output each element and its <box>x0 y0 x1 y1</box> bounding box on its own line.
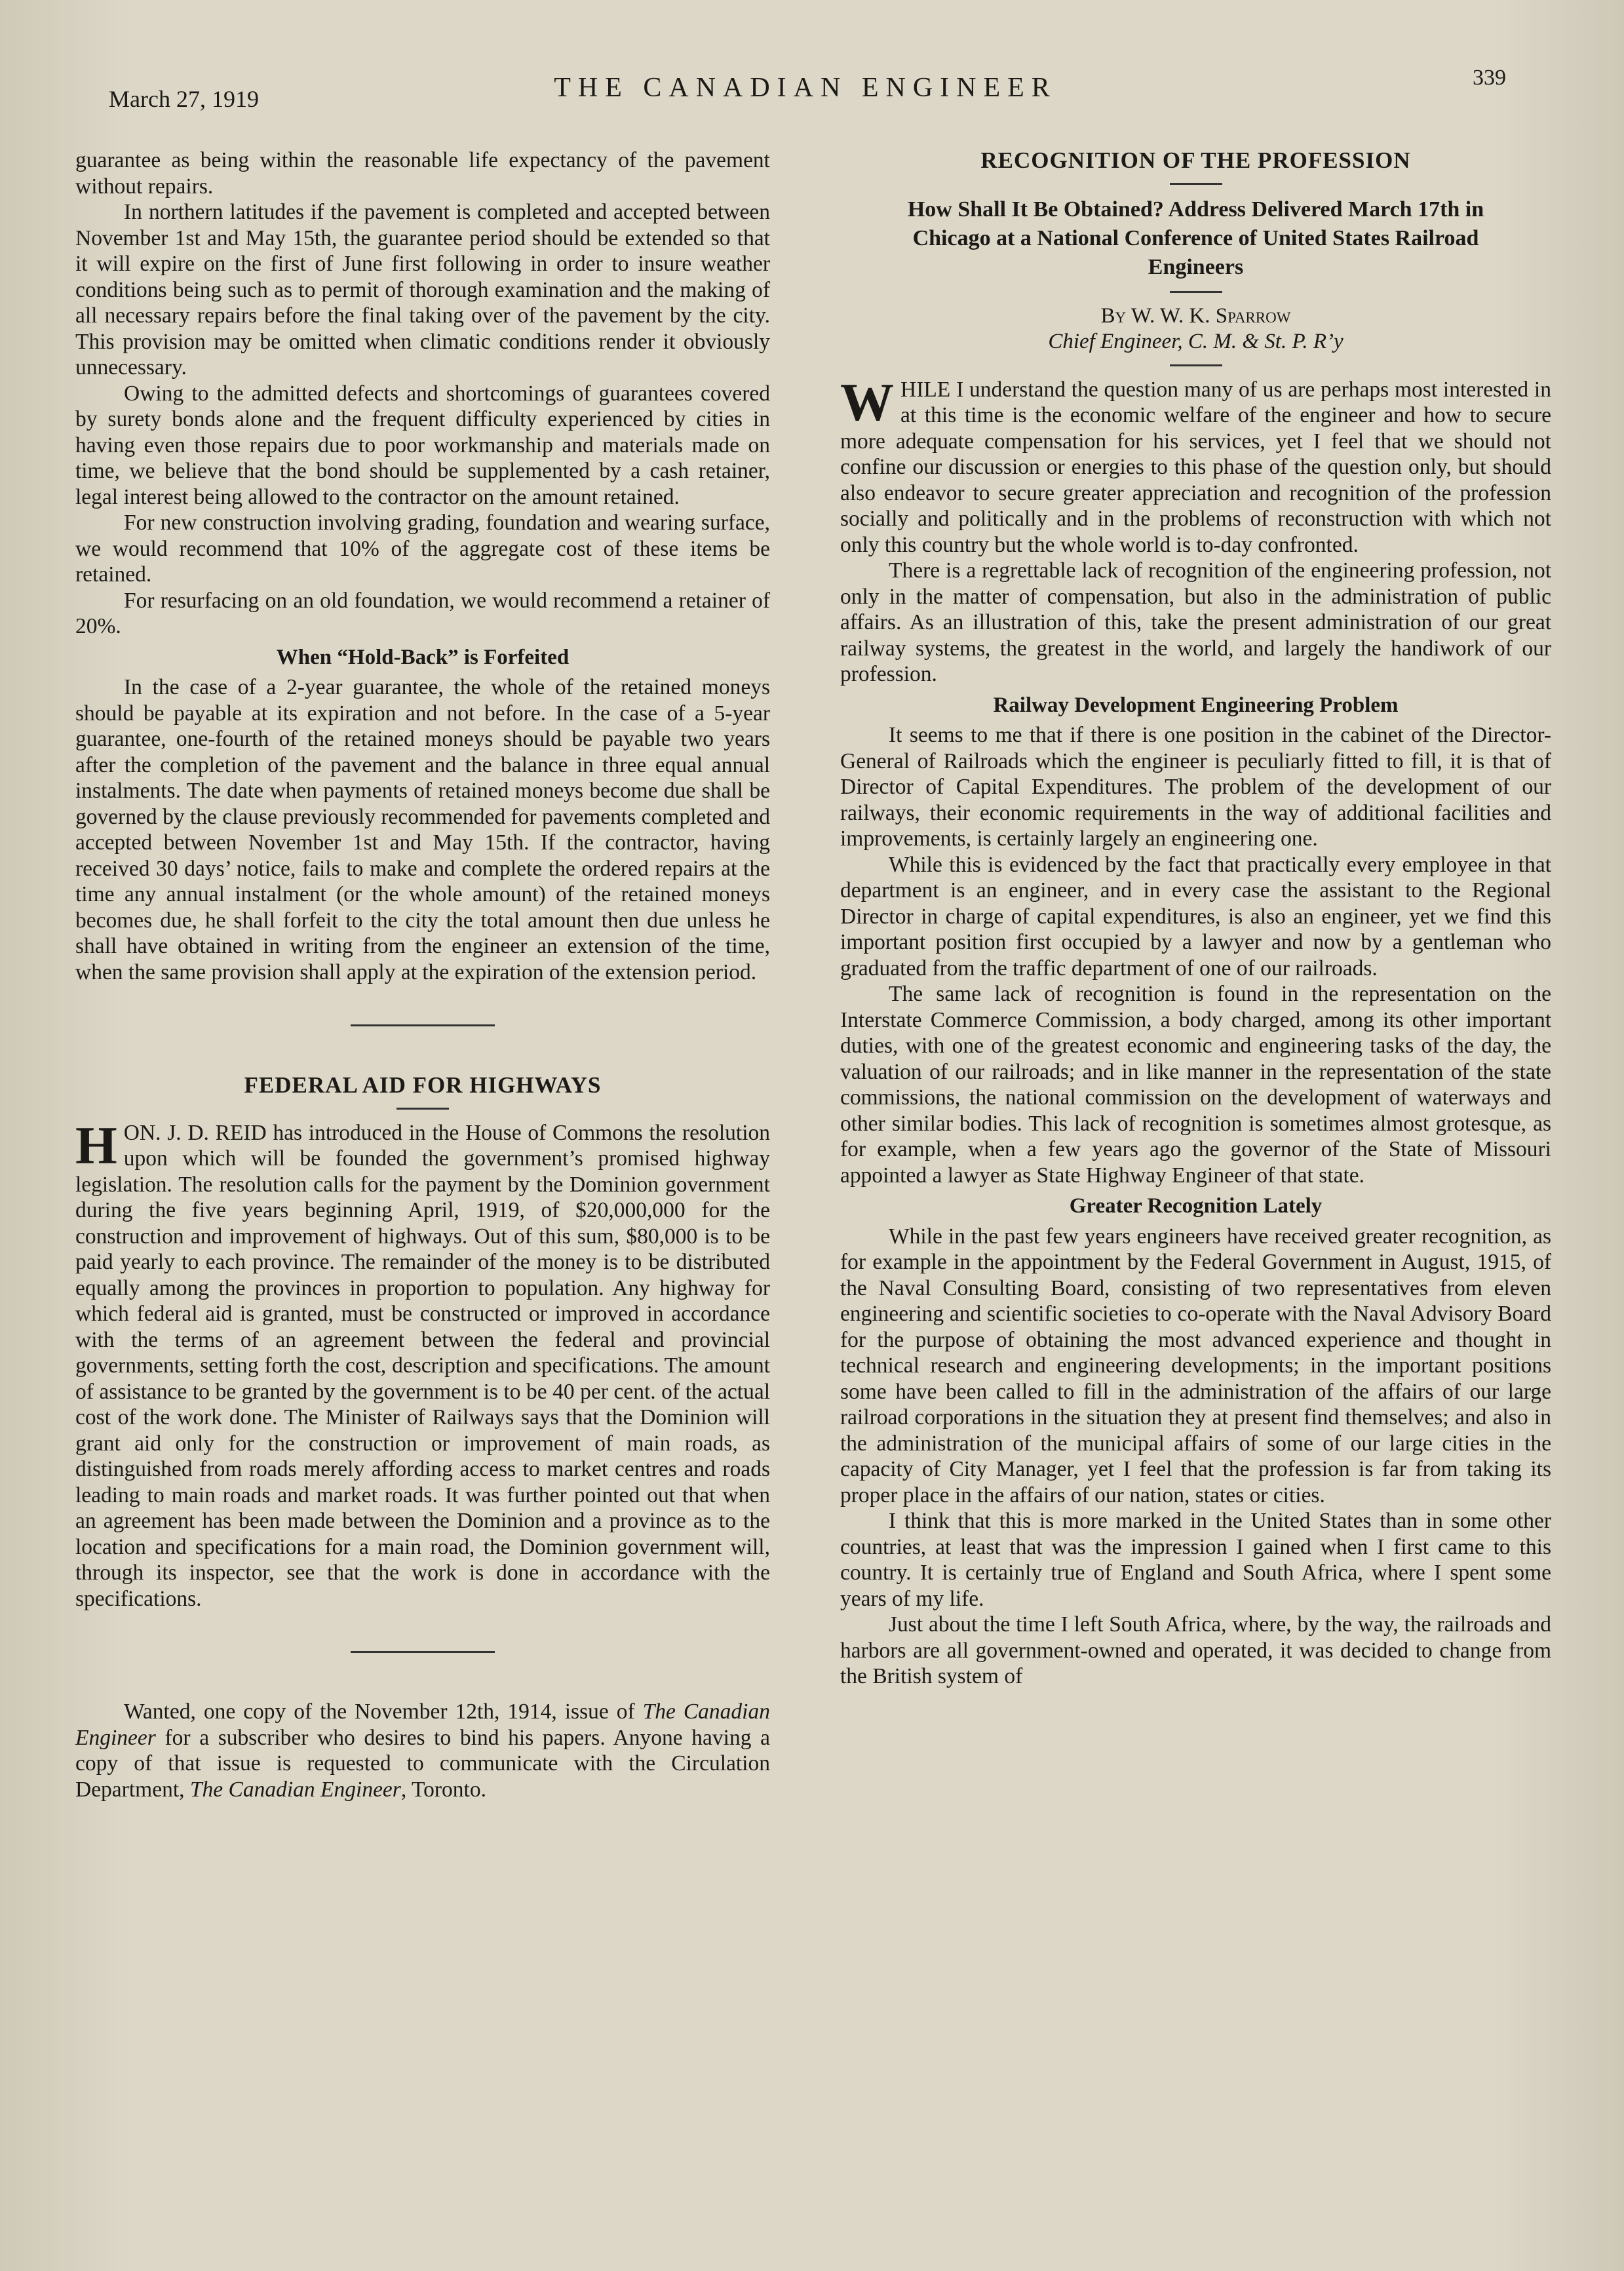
notice-text: for a subscriber who desires to bind his papers. Anyone having a copy of that issue is requested to communicate with the Circulation Department, <box>75 1725 770 1802</box>
paragraph: There is a regrettable lack of recognition of the engineering profession, not only in the matter of compensation, but also in the administration of public affairs. As an illustration of this, take the present administration of our great railway systems, the greatest in the world, and largely the handiwork of our profession. <box>840 558 1551 686</box>
section-divider <box>351 1024 495 1026</box>
article-body <box>840 372 1551 558</box>
byline: By W. W. K. Sparrow <box>1100 303 1291 328</box>
article-title: FEDERAL AID FOR HIGHWAYS <box>244 1072 602 1098</box>
paragraph: Just about the time I left South Africa, where, by the way, the railroads and harbors are all government-owned and operated, it was decided to change from the British system of <box>840 1612 1551 1688</box>
paragraph: The same lack of recognition is found in the representation on the Interstate Commerce Commission, a body charged, among its other important duties, with one of the greatest economic and engineering tasks of the day, the valuation of our railroads; and in like manner in the representation of the state commissions, the national commission on the development of waterways and other similar bodies. This lack of recognition is sometimes almost grotesque, as for example, when a few years ago the governor of the State of Missouri appointed a lawyer as State Highway Engineer of that state. <box>840 982 1551 1188</box>
article-subtitle: How Shall It Be Obtained? Address Delivered March 17th in Chicago at a National Conference of United States Railroad Engineers <box>907 197 1484 279</box>
paragraph: For resurfacing on an old foundation, we would recommend a retainer of 20%. <box>75 588 770 638</box>
paragraph: For new construction involving grading, foundation and wearing surface, we would recommend that 10% of the aggregate cost of these items be retained. <box>75 511 770 587</box>
title-rule <box>396 1108 449 1110</box>
journal-title: THE CANADIAN ENGINEER <box>554 73 1057 103</box>
notice-journal-name: The Canadian Engineer <box>75 1699 770 1750</box>
drop-cap: H <box>75 1115 117 1175</box>
notice-text: , Toronto. <box>400 1777 486 1802</box>
page-number: 339 <box>1473 66 1506 90</box>
paragraph: In the case of a 2-year guarantee, the whole of the retained moneys should be payable at its expiration and not before. In the case of a 5-year guarantee, one-fourth of the retained moneys should be payable two years after the completion of the pavement and the balance in three equal annual instalments. The date when payments of retained moneys become due shall be governed by the clause previously recommended for pavements completed and accepted between November 1st and May 15th. If the contractor, having received 30 days’ notice, fails to make and complete the ordered repairs at the time any annual instalment (or the whole amount) of the retained moneys becomes due, he shall forfeit to the city the total amount then due unless he shall have obtained in writing from the engineer an extension of the time, when the same provision shall apply at the expiration of the extension period. <box>75 675 770 984</box>
author-affiliation: Chief Engineer, C. M. & St. P. R’y <box>1048 330 1344 353</box>
left-column <box>75 147 770 1802</box>
paragraph: While in the past few years engineers have received greater recognition, as for example in the appointment by the Federal Government in August, 1915, of the Naval Consulting Board, consisting of two representatives from eleven engineering and scientific societies to co-operate with the Naval Advisory Board for the purpose of obtaining the most advanced experience and thought in technical research and engineering developments; in the important positions some have been called to fill in the administration of the affairs of our large railroad corporations in the situation they at present find themselves; and also in the administration of the municipal affairs of some of our large cities in the capacity of City Manager, yet I feel that the profession is far from taking its proper place in the affairs of our nation, states or cities. <box>840 1224 1551 1507</box>
right-column <box>840 147 1551 1690</box>
notice-journal-name: The Canadian Engineer <box>189 1777 401 1802</box>
article-body <box>75 1115 770 1612</box>
section-heading: Greater Recognition Lately <box>1069 1194 1323 1218</box>
paragraph: I think that this is more marked in the United States than in some other countries, at least that was the impression I gained when I first came to this country. It is certainly true of England and South Africa, where I spent some years of my life. <box>840 1509 1551 1611</box>
notice-text: Wanted, one copy of the November 12th, 1914, issue of <box>124 1699 643 1724</box>
paragraph: In northern latitudes if the pavement is completed and accepted between November 1st and May 15th, the guarantee period should be extended so that it will expire on the first of June first following in order to insure weather conditions being such as to permit of thorough examination and the making of all necessary repairs before the final taking over of the pavement by the city. This provision may be omitted when climatic conditions render it obviously unnecessary. <box>75 200 770 379</box>
section-heading: Railway Development Engineering Problem <box>993 693 1399 717</box>
paragraph: guarantee as being within the reasonable life expectancy of the pavement without repairs. <box>75 148 770 199</box>
article-text: ON. J. D. REID has introduced in the House of Commons the resolution upon which will be founded the government’s promised highway legislation. The resolution calls for the payment by the Dominion government during the five years beginning April, 1919, of $20,000,000 for the construction and improvement of highways. Out of this sum, $80,000 is to be paid yearly to each province. The remainder of the money is to be distributed equally among the provinces in proportion to population. Any highway for which federal aid is granted, must be constructed or improved in accordance with the terms of an agreement between the federal and provincial governments, setting forth the cost, description and specifications. The amount of assistance to be granted by the government is to be 40 per cent. of the actual cost of the work done. The Minister of Railways says that the Dominion will grant aid only for the construction or improvement of main roads, as distinguished from roads merely affording access to market centres and roads leading to main roads and market roads. It was further pointed out that when an agreement has been made between the Dominion and a province as to the location and specifications for a main road, the Dominion government will, through its inspector, see that the work is done in accordance with the specifications. <box>75 1120 770 1611</box>
paragraph: Owing to the admitted defects and shortcomings of guarantees covered by surety bonds alone and the frequent difficulty experienced by cities in having even those repairs due to poor workmanship and materials made on time, we believe that the bond should be supplemented by a cash retainer, legal interest being allowed to the contractor on the amount retained. <box>75 381 770 509</box>
paragraph: It seems to me that if there is one position in the cabinet of the Director-General of Railroads which the engineer is peculiarly fitted to fill, it is that of Director of Capital Expenditures. The problem of the development of our railways, their economic requirements in the way of additional facilities and improvements, is certainly largely an engineering one. <box>840 723 1551 851</box>
section-heading: When “Hold-Back” is Forfeited <box>276 645 570 669</box>
paragraph: While this is evidenced by the fact that practically every employee in that department is an engineer, and in every case the assistant to the Regional Director in charge of capital expenditures, is also an engineer, yet we find this important position first occupied by a lawyer and now by a gentleman who graduated from the traffic department of one of our railroads. <box>840 852 1551 980</box>
issue-date: March 27, 1919 <box>109 86 259 112</box>
section-divider <box>351 1651 495 1653</box>
title-rule <box>1170 183 1222 185</box>
article-text: HILE I understand the question many of us are perhaps most interested in at this time is the economic welfare of the engineer and how to secure more adequate compensation for his services, yet I feel that we should not confine our discussion or energies to this phase of the question only, but should also endeavor to secure greater appreciation and recognition of the profession socially and politically and in the problems of reconstruction with which not only this country but the whole world is to-day confronted. <box>840 377 1551 557</box>
title-rule <box>1170 364 1222 366</box>
title-rule <box>1170 291 1222 293</box>
notice-paragraph <box>75 1699 770 1802</box>
article-title: RECOGNITION OF THE PROFESSION <box>980 147 1411 173</box>
page-header <box>105 66 1506 125</box>
drop-cap: W <box>840 372 894 432</box>
